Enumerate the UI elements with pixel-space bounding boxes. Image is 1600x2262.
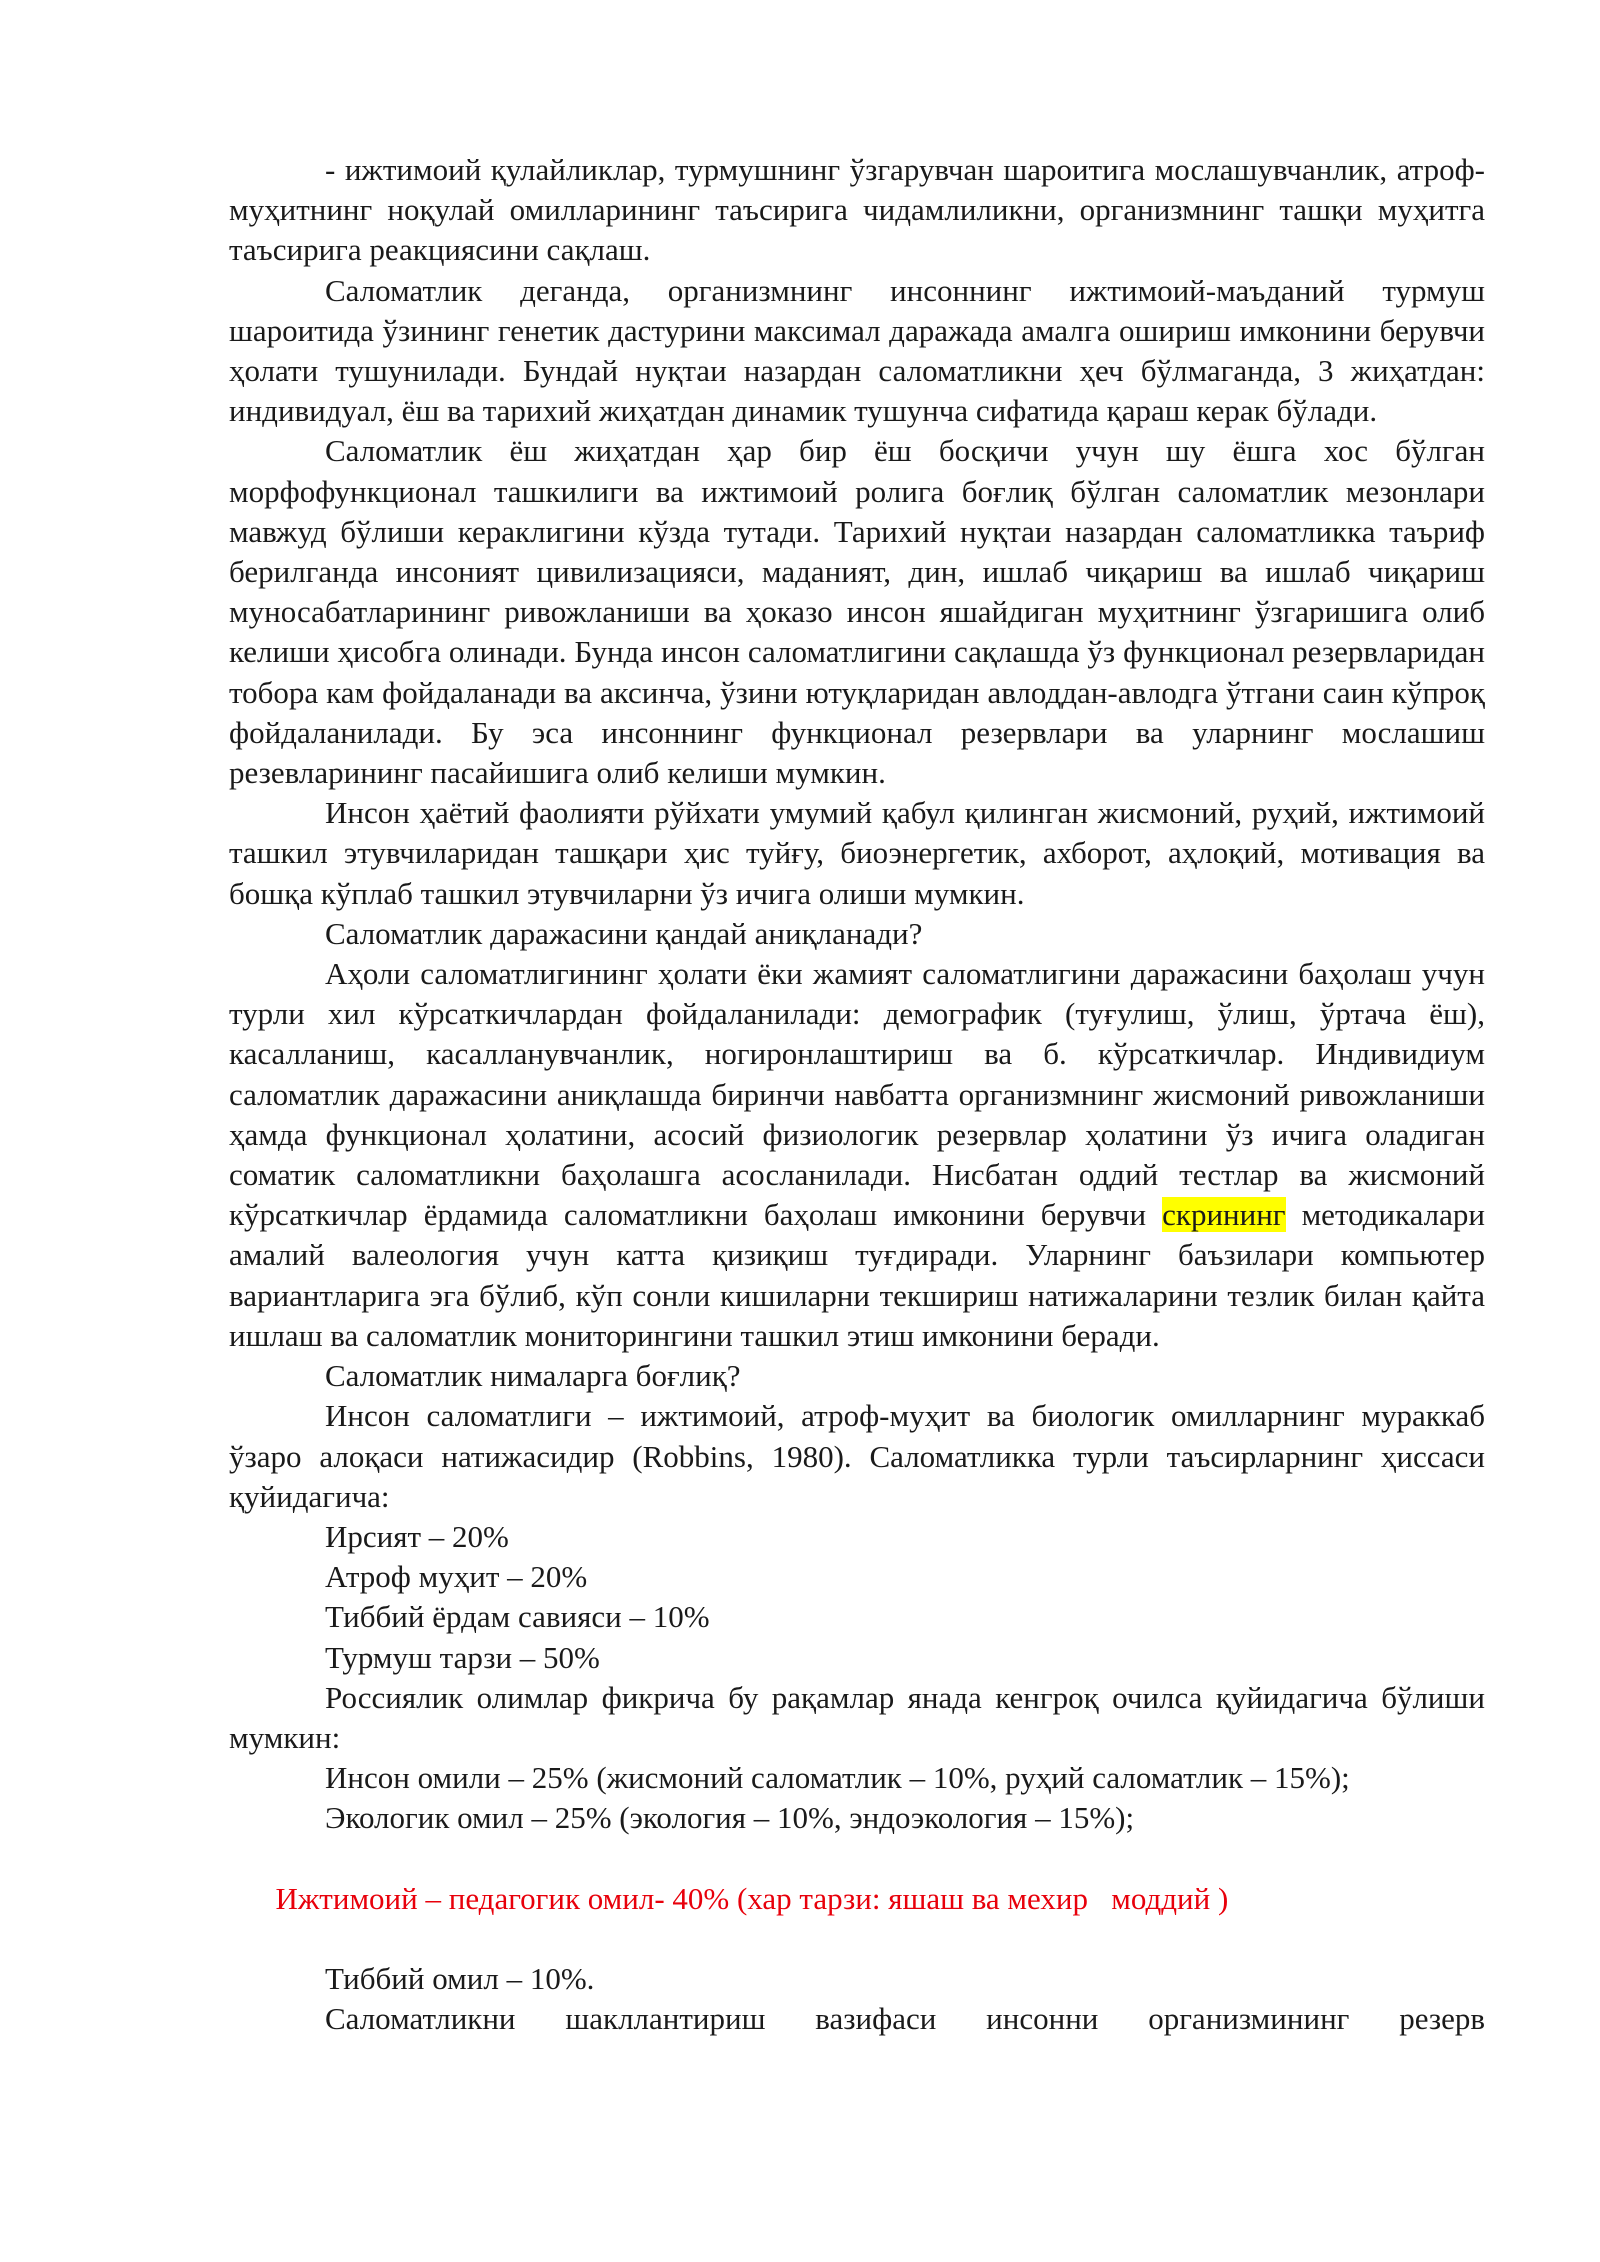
- document-body: [229, 150, 1485, 2040]
- list-item: [229, 1517, 1485, 1557]
- list-item-text: Атроф муҳит – 20%: [325, 1559, 588, 1595]
- highlighted-word: скрининг: [1162, 1197, 1286, 1233]
- paragraph-text: Россиялик олимлар фикрича бу рақамлар янада кенгроқ очилса қуйидагича бўлиши мумкин:: [229, 1679, 1485, 1755]
- list-item: [229, 1798, 1485, 1838]
- paragraph-dash-line: [229, 150, 1485, 271]
- paragraph: [229, 954, 1485, 1356]
- paragraph-text: Саломатлик деганда, организмнинг инсоннинг ижтимоий-маъданий турмуш шароитида ўзининг генетик дастурини максимал даражада амалга ошириш имконини берувчи ҳолати тушунилади. Бундай нуқтаи назардан саломатликни ҳеч бўлмаганда, 3 жиҳатдан: индивидуал, ёш ва тарихий жиҳатдан динамик тушунча сифатида қараш керак бўлади.: [229, 272, 1485, 429]
- paragraph-text: Аҳоли саломатлигининг ҳолати ёки жамият саломатлигини даражасини баҳолаш учун турли хил кўрсаткичлардан фойдаланилади: демографик (туғулиш, ўлиш, ўртача ёш), касалланиш, касалланувчанлик, ногиронлаштириш ва б. кўрсаткичлар. Индивидиум саломатлик даражасини аниқлашда биринчи навбатта организмнинг жисмоний ривожланиши ҳамда функционал ҳолатини, асосий физиологик резервлар ҳолатини ўз ичига оладиган соматик саломатликни баҳолашга асосланилади. Нисбатан оддий тестлар ва жисмоний кўрсаткичлар ёрдамида саломатликни баҳолаш имконини берувчи: [229, 956, 1485, 1233]
- list-item-text: Ижтимоий – педагогик омил- 40% (хар тарзи: яшаш ва мехир моддий ): [275, 1880, 1229, 1916]
- section-question: [229, 1356, 1485, 1396]
- paragraph: [229, 1678, 1485, 1758]
- paragraph-text: Инсон саломатлиги – ижтимоий, атроф-муҳит ва биологик омилларнинг мураккаб ўзаро алоқаси натижасидир (Robbins, 1980). Саломатликка турли таъсирларнинг ҳиссаси қуйидагича:: [229, 1398, 1485, 1514]
- list-item-text: Ирсият – 20%: [325, 1518, 509, 1554]
- paragraph: [229, 271, 1485, 432]
- list-item-red: [229, 1839, 1485, 1960]
- paragraph-truncated: [229, 1999, 1485, 2039]
- paragraph-text: методикалари амалий валеология учун катта қизиқиш туғдиради. Уларнинг баъзилари компьютер вариантларига эга бўлиб, кўп сонли кишиларни текшириш натижаларини тезлик билан қайта ишлаш ва саломатлик мониторингини ташкил этиш имконини беради.: [229, 1197, 1485, 1353]
- list-item: [229, 1638, 1485, 1678]
- paragraph-text: Инсон ҳаётий фаолияти рўйхати умумий қабул қилинган жисмоний, руҳий, ижтимоий ташкил этувчиларидан ташқари ҳис туйғу, биоэнергетик, ахборот, аҳлоқий, мотивация ва бошқа кўплаб ташкил этувчиларни ўз ичига олиши мумкин.: [229, 795, 1485, 911]
- list-item-text: Экологик омил – 25% (экология – 10%, эндоэкология – 15%);: [325, 1800, 1135, 1836]
- section-question: [229, 914, 1485, 954]
- list-item-text: Турмуш тарзи – 50%: [325, 1639, 600, 1675]
- list-item-text: Тиббий омил – 10%.: [325, 1961, 595, 1997]
- list-item: [229, 1959, 1485, 1999]
- list-item: [229, 1597, 1485, 1637]
- list-item: [229, 1557, 1485, 1597]
- list-item-text: Тиббий ёрдам савияси – 10%: [325, 1599, 710, 1635]
- paragraph-text: Саломатлик нималарга боғлиқ?: [325, 1358, 741, 1394]
- list-item: [229, 1758, 1485, 1798]
- paragraph: [229, 431, 1485, 793]
- paragraph-text: - ижтимоий қулайликлар, турмушнинг ўзгарувчан шароитига мослашувчанлик, атроф-муҳитнинг ноқулай омилларининг таъсирига чидамлиликни, организмнинг ташқи муҳитга таъсирига реакциясини сақлаш.: [229, 152, 1485, 268]
- paragraph: [229, 793, 1485, 914]
- paragraph-text: Саломатлик ёш жиҳатдан ҳар бир ёш босқичи учун шу ёшга хос бўлган морфофункционал ташкилиги ва ижтимоий ролига боғлиқ бўлган саломатлик мезонлари мавжуд бўлиши кераклигини кўзда тутади. Тарихий нуқтаи назардан саломатликка таъриф берилганда инсоният цивилизацияси, маданият, дин, ишлаб чиқариш ва ишлаб чиқариш муносабатларининг ривожланиши ва ҳоказо инсон яшайдиган муҳитнинг ўзгаришига олиб келиши ҳисобга олинади. Бунда инсон саломатлигини сақлашда ўз функционал резервларидан тобора кам фойдаланади ва аксинча, ўзини ютуқларидан авлоддан-авлодга ўтгани саин кўпроқ фойдаланилади. Бу эса инсоннинг функционал резервлари ва уларнинг мослашиш резевларининг пасайишига олиб келиши мумкин.: [229, 433, 1485, 791]
- paragraph-text: Саломатлик даражасини қандай аниқланади?: [325, 915, 923, 951]
- paragraph: [229, 1396, 1485, 1517]
- paragraph-text: Саломатликни шакллантириш вазифаси инсонни организмининг резерв: [325, 2001, 1485, 2037]
- list-item-text: Инсон омили – 25% (жисмоний саломатлик – 10%, руҳий саломатлик – 15%);: [325, 1760, 1350, 1796]
